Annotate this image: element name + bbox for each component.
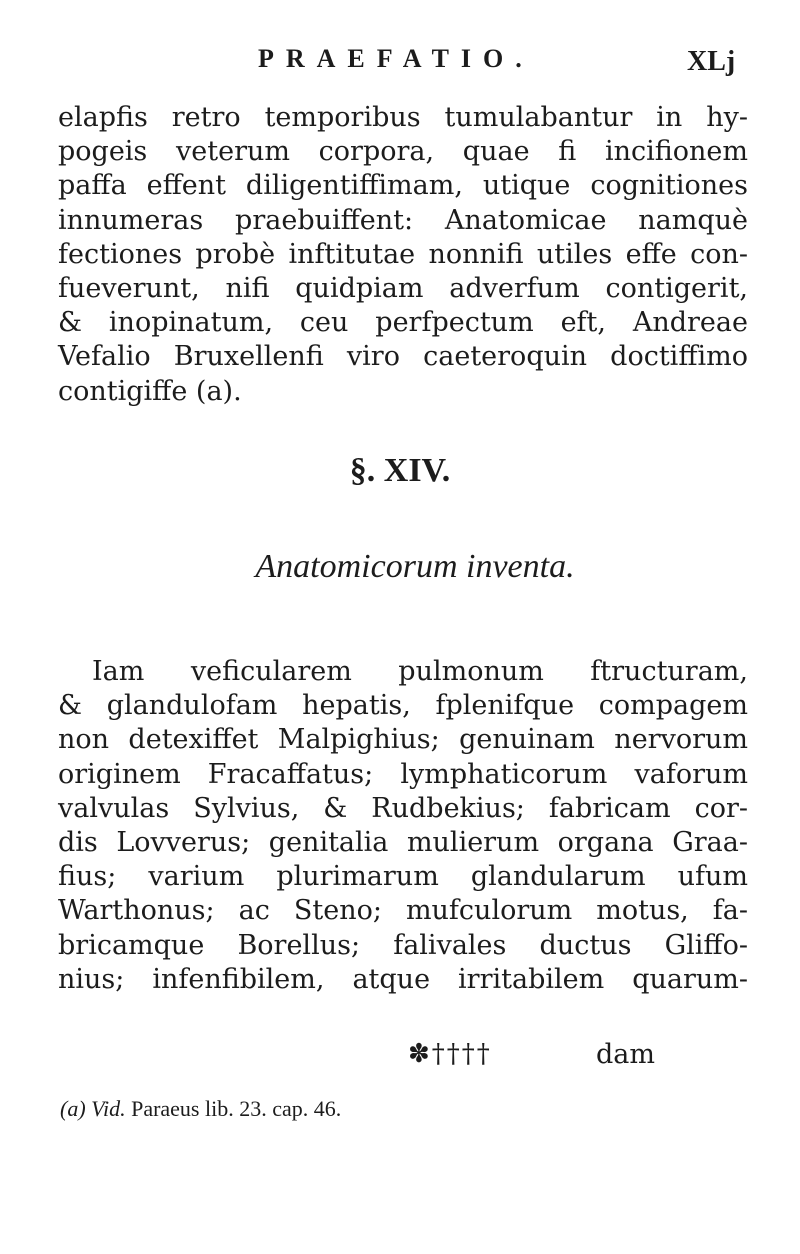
footnote (60, 1096, 341, 1122)
text-line: contigiffe (a). (58, 375, 242, 407)
section-title: Anatomicorum inventa. (255, 548, 575, 585)
running-head: PRAEFATIO. (258, 44, 534, 73)
signature-mark: ✽†††† (408, 1039, 492, 1069)
footnote-mark: (a) (60, 1096, 86, 1121)
section-number: §. XIV. (349, 452, 451, 489)
text-line: nius; infenfibilem, atque irritabilem quarum- (58, 963, 748, 995)
text-line: & inopinatum, ceu perfpectum eft, Andreae (58, 307, 748, 339)
footnote-vid: Vid. (91, 1096, 126, 1121)
text-line: elapfis retro temporibus tumulabantur in hy- (58, 102, 748, 133)
text-line: fius; varium plurimarum glandularum ufum (58, 861, 748, 893)
paragraph-1 (58, 101, 748, 409)
page-number: XLj (687, 46, 736, 77)
text-line: innumeras praebuiffent: Anatomicae namquè (58, 204, 748, 236)
text-line: Vefalio Bruxellenfi viro caeteroquin doctiffimo (58, 341, 748, 373)
text-line: Iam veficularem pulmonum ftructuram, (92, 656, 748, 687)
text-line: originem Fracaffatus; lymphaticorum vaforum (58, 758, 748, 790)
text-line: fueverunt, nifi quidpiam adverfum contigerit, (58, 273, 748, 305)
paragraph-2 (58, 655, 748, 997)
text-line: fectiones probè inftitutae nonnifi utiles effe con- (58, 238, 748, 270)
text-line: non detexiffet Malpighius; genuinam nervorum (58, 724, 748, 756)
text-line: pogeis veterum corpora, quae fi incifionem (58, 136, 748, 168)
footnote-text: Paraeus lib. 23. cap. 46. (131, 1096, 342, 1121)
text-line: & glandulofam hepatis, fplenifque compagem (58, 690, 748, 722)
text-line: Warthonus; ac Steno; mufculorum motus, fa- (58, 895, 748, 927)
text-line: paffa effent diligentiffimam, utique cognitiones (58, 170, 748, 202)
text-line: bricamque Borellus; falivales ductus Gliffo- (58, 929, 748, 961)
signature-row (58, 1039, 748, 1079)
catchword: dam (596, 1039, 655, 1070)
text-line: dis Lovverus; genitalia mulierum organa Graa- (58, 827, 748, 859)
text-line: valvulas Sylvius, & Rudbekius; fabricam cor- (58, 792, 748, 824)
